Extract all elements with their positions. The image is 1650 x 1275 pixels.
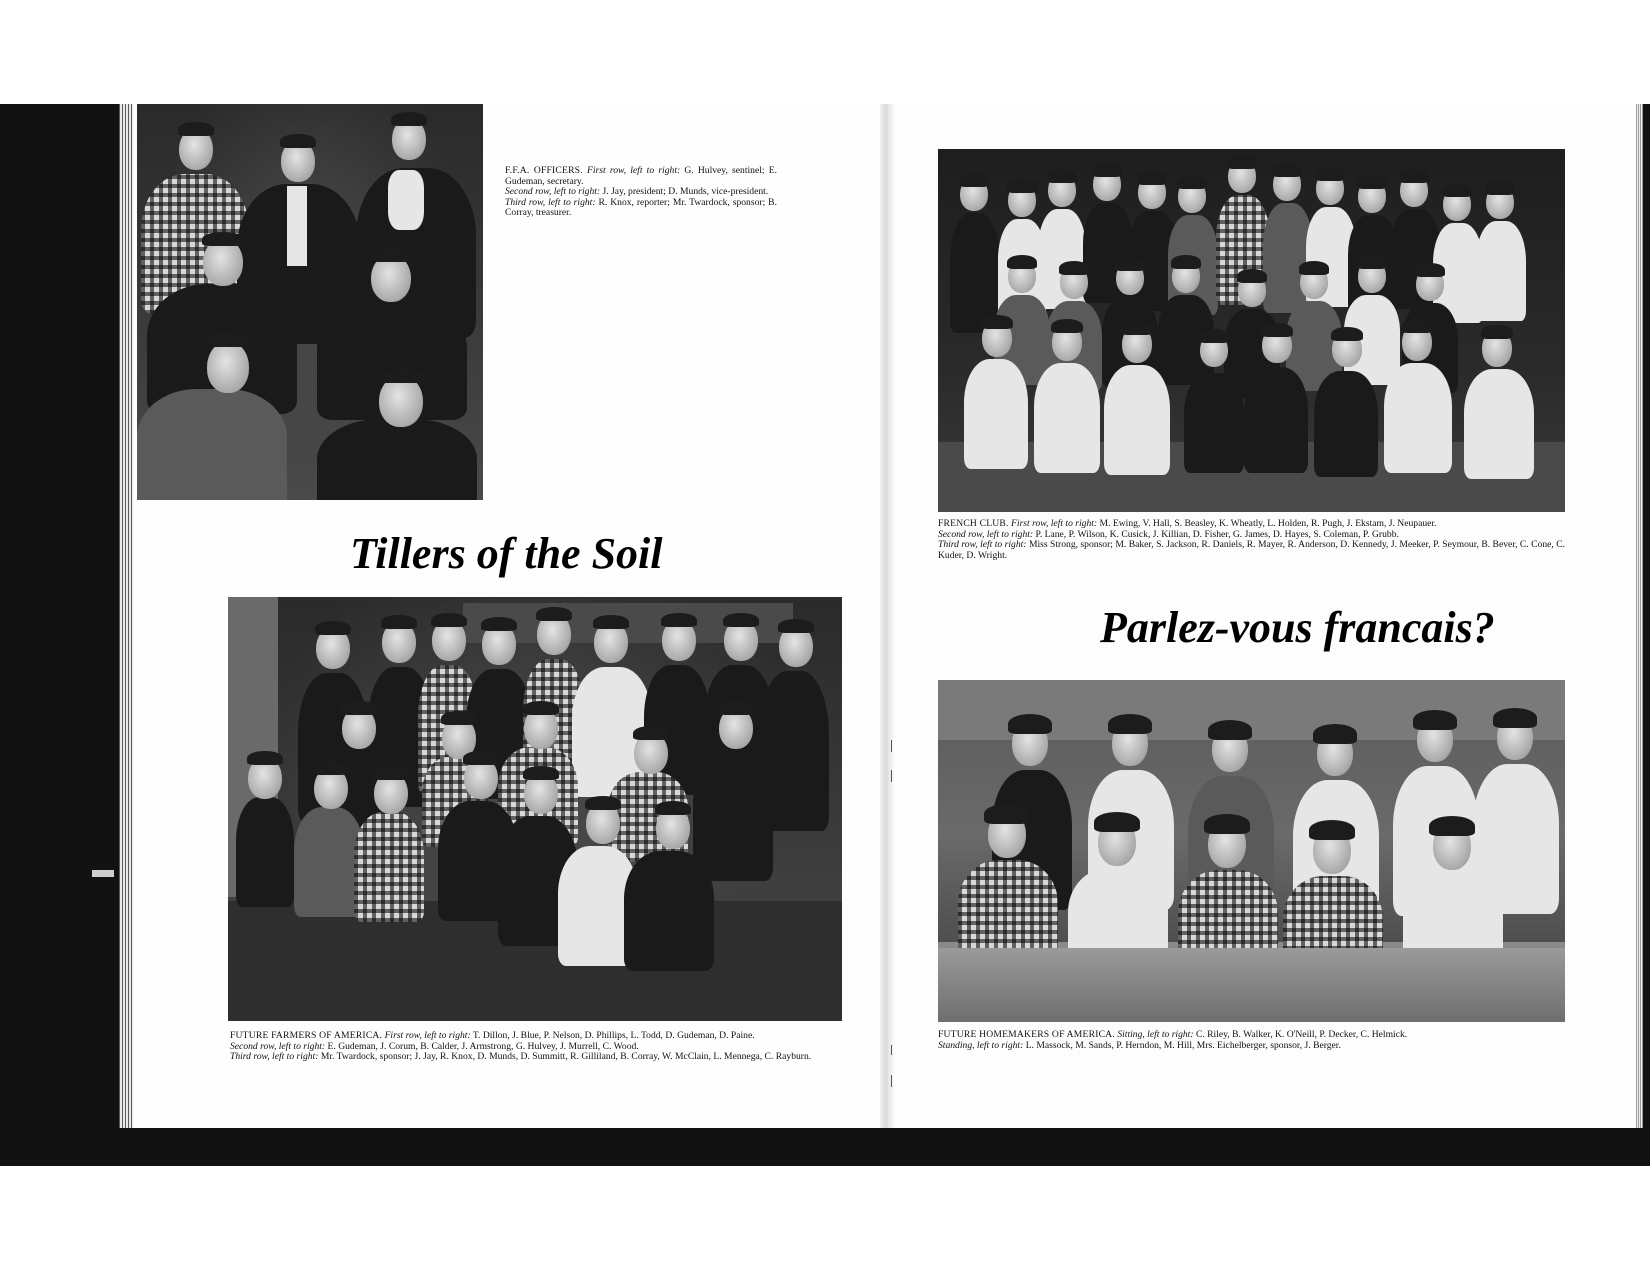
caption-row-label: Standing, left to right:	[938, 1039, 1024, 1051]
margin-tick	[891, 740, 892, 752]
caption-row-names: T. Dillon, J. Blue, P. Nelson, D. Phillips, L. Todd, D. Gudeman, D. Paine.	[472, 1030, 755, 1041]
page-edges	[119, 104, 133, 1128]
ffa-officers-caption	[505, 166, 777, 219]
french-club-caption	[938, 519, 1565, 561]
caption-row-names: J. Jay, president; D. Munds, vice-president.	[602, 186, 769, 198]
caption-row-names: E. Gudeman, J. Corum, B. Calder, J. Armstrong, G. Hulvey, J. Murrell, C. Wood.	[327, 1040, 639, 1052]
caption-row-label: Third row, left to right:	[505, 196, 596, 208]
caption-row-names: C. Riley, B. Walker, K. O'Neill, P. Decker, C. Helmick.	[1195, 1029, 1408, 1040]
caption-lead: F.F.A. OFFICERS.	[505, 165, 583, 176]
caption-lead: FUTURE FARMERS OF AMERICA.	[230, 1030, 383, 1041]
caption-row-label: Second row, left to right:	[938, 528, 1034, 540]
fha-photo	[938, 680, 1565, 1022]
caption-row-label: Sitting, left to right:	[1117, 1029, 1194, 1040]
french-club-photo	[938, 149, 1565, 512]
caption-row-label: First row, left to right:	[587, 165, 681, 176]
fha-caption	[938, 1030, 1565, 1051]
right-page-edge	[1636, 104, 1643, 1128]
caption-row-label: First row, left to right:	[1011, 518, 1098, 529]
page-title-parlez-vous: Parlez-vous francais?	[1100, 603, 1495, 652]
caption-row-label: Third row, left to right:	[230, 1051, 319, 1063]
book-gutter	[880, 104, 894, 1128]
caption-row-names: R. Knox, reporter; Mr. Twardock, sponsor; B. Corray, treasurer.	[505, 196, 777, 219]
caption-row-label: Second row, left to right:	[230, 1040, 326, 1052]
margin-tick	[891, 770, 892, 782]
caption-row-names: Mr. Twardock, sponsor; J. Jay, R. Knox, D. Munds, D. Summitt, R. Gilliland, B. Corray, W. McClain, L. Mennega, C. Rayburn.	[320, 1051, 812, 1063]
margin-tick	[891, 1045, 892, 1055]
page-title-tillers: Tillers of the Soil	[350, 529, 663, 578]
caption-lead: FRENCH CLUB.	[938, 518, 1009, 529]
caption-row-names: Miss Strong, sponsor; M. Baker, S. Jackson, R. Daniels, R. Mayer, R. Anderson, D. Kennedy, J. Meeker, P. Seymour, B. Bever, C. Cone, C. Kuder, D. Wright.	[938, 539, 1565, 561]
caption-row-names: M. Ewing, V. Hall, S. Beasley, K. Wheatly, L. Holden, R. Pugh, J. Ekstam, J. Neupauer.	[1099, 518, 1437, 529]
caption-row-label: First row, left to right:	[384, 1030, 471, 1041]
ffa-officers-photo	[137, 104, 483, 500]
caption-row-label: Second row, left to right:	[505, 186, 601, 198]
caption-row-names: P. Lane, P. Wilson, K. Cusick, J. Killian, D. Fisher, G. James, D. Hayes, S. Coleman, P. Grubb.	[1035, 528, 1399, 540]
ffa-group-photo	[228, 597, 842, 1021]
margin-tick	[891, 1075, 892, 1087]
ffa-caption	[230, 1031, 844, 1063]
binding-mark	[92, 870, 114, 877]
caption-lead: FUTURE HOMEMAKERS OF AMERICA.	[938, 1029, 1115, 1040]
caption-row-names: G. Hulvey, sentinel; E. Gudeman, secretary.	[505, 165, 777, 187]
caption-row-names: L. Massock, M. Sands, P. Herndon, M. Hill, Mrs. Eichelberger, sponsor, J. Berger.	[1025, 1039, 1341, 1051]
caption-row-label: Third row, left to right:	[938, 539, 1027, 551]
